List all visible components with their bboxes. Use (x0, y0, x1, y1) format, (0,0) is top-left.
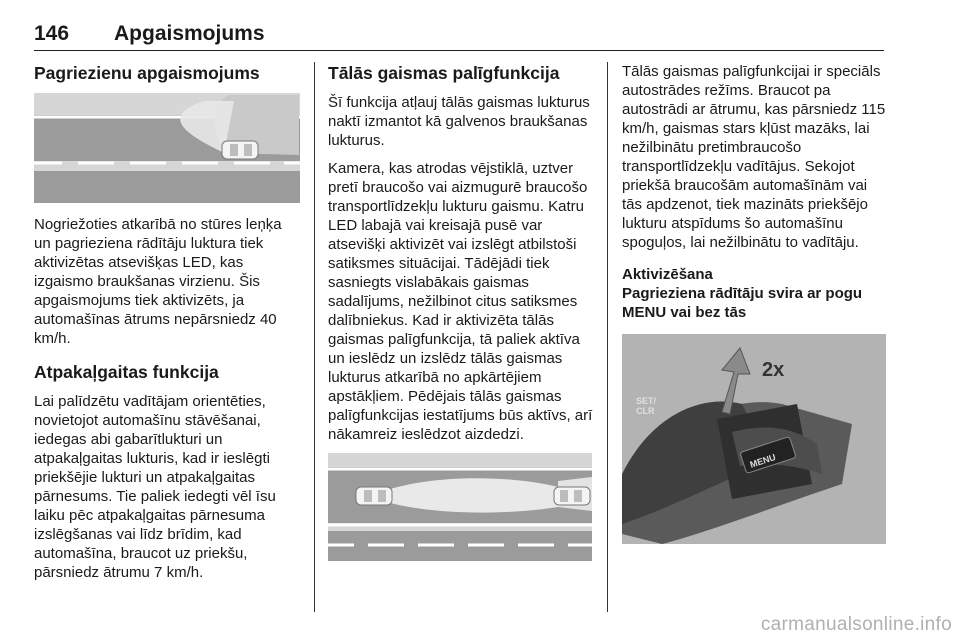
cornering-light-diagram-icon (34, 93, 300, 203)
section-heading-high-beam: Tālās gaismas palīgfunkcija (328, 63, 560, 83)
page-number: 146 (34, 22, 70, 45)
high-beam-body-text: Kamera, kas atrodas vējstiklā, uztver pretī braucošo vai aizmugurē braucošo transportlīdzekļu lukturu gaismu. Katru LED labajā vai kreisajā pusē var atsevišķi aktivizēt vai izslēgt atbilstoši satiksmes situācijai. Tādējādi tiek sasniegts vislabākais gaismas sadalījums, nežilbinot citus satiksmes dalībniekus. Kad ir aktivizēta tālās gaismas palīgfunkcija, tā paliek aktīva un ieslēdz un izslēdz tālās gaismas lukturus atkarībā no apkārtējiem apstākļiem. Pēdējais tālās gaismas palīgfunkcijas iestatījums būs aktīvs, arī nākamreiz ieslēdzot aizdedzi. (328, 160, 593, 443)
press-twice-label: 2x (762, 359, 785, 381)
cornering-text: Nogriežoties atkarībā no stūres leņķa un pagrieziena rādītāju luktura tiek aktivizētas atsevišķas LED, kas izgaismo braukšanas virzienu. Šis apgaismojums tiek aktivizēts, ja automašīnas ātrums nepārsniedz 40 km/h. (34, 216, 282, 347)
watermark: carmanualsonline.info (760, 614, 952, 635)
turn-signal-lever-photo-icon (622, 334, 886, 544)
column-divider-1 (314, 62, 315, 612)
header-divider (34, 50, 884, 51)
column-2 (328, 62, 594, 573)
column-1 (34, 62, 300, 591)
high-beam-assist-diagram-icon (328, 453, 592, 561)
column-3 (622, 62, 888, 556)
clr-label: CLR (636, 406, 655, 416)
subheading-activation: Aktivizēšana (622, 266, 713, 283)
section-heading-cornering: Pagriezienu apgaismojums (34, 63, 260, 83)
running-title: Apgaismojums (114, 22, 265, 45)
column-divider-2 (607, 62, 608, 612)
page-header (34, 22, 884, 52)
highway-mode-text: Tālās gaismas palīgfunkcijai ir speciāls autostrādes režīms. Braucot pa autostrādi ar ātrumu, kas pārsniedz 115 km/h, gaismas stars kļūst mazāks, lai nežilbinātu pretimbraucošo transportlīdzekļu vadītājus. Sekojot priekšā braucošām automašīnām vai tās apdzenot, tiek mazināts priekšējo lukturu atspīdums šo automašīnu spoguļos, lai nežilbinātu to vadītāju. (622, 63, 886, 251)
menu-button-label: MENU (748, 452, 777, 470)
high-beam-intro-text: Šī funkcija atļauj tālās gaismas lukturus naktī izmantot kā galvenos braukšanas lukturus. (328, 94, 590, 149)
section-heading-reverse: Atpakaļgaitas funkcija (34, 362, 219, 382)
reverse-text: Lai palīdzētu vadītājam orientēties, novietojot automašīnu stāvēšanai, iedegas abi gabarītlukturi un atpakaļgaitas lukturis, kad ir ieslēgti priekšējie lukturi un atpakaļgaitas pārnesums. Tie paliek iedegti vēl īsu laiku pēc atpakaļgaitas pārnesuma izslēgšanas vai līdz brīdim, kad automašīna, braucot uz priekšu, pārsniedz ātrumu 7 km/h. (34, 393, 276, 581)
subheading-lever: Pagrieziena rādītāju svira ar pogu MENU vai bez tās (622, 285, 863, 321)
set-label: SET/ (636, 396, 657, 406)
